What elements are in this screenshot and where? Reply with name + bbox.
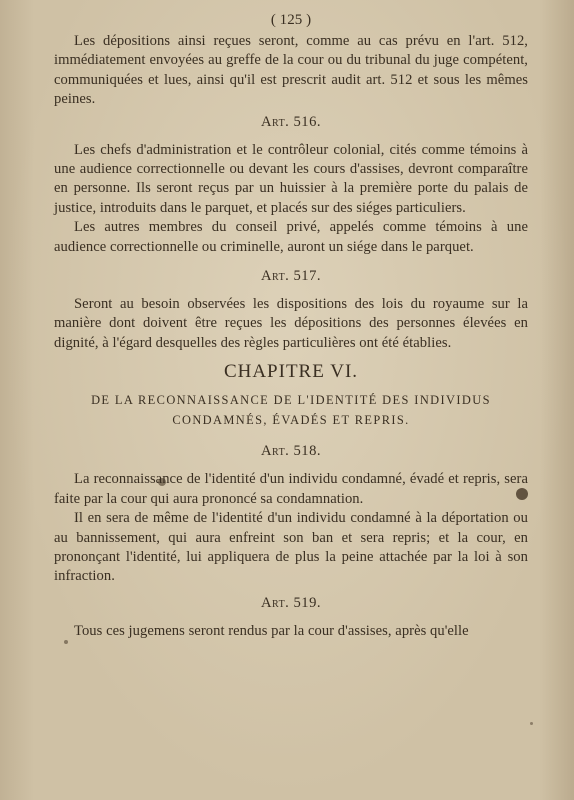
paragraph-article-517: Seront au besoin observées les dispositions des lois du royaume sur la manière dont doivent être reçues les dépositions des personnes élevées en dignité, à l'égard desquelles des règles particulières ont été établies. xyxy=(54,296,528,351)
page-number: ( 125 ) xyxy=(270,12,312,28)
paragraph-article-518-first: La reconnaissance de l'identité d'un individu condamné, évadé et repris, sera faite par la cour qui aura prononcé sa condamnation. xyxy=(54,471,528,507)
chapter-title: DE LA RECONNAISSANCE DE L'IDENTITÉ DES INDIVIDUS CONDAMNÉS, ÉVADÉS ET REPRIS. xyxy=(91,393,491,428)
article-heading-519: Art. 519. xyxy=(260,594,322,611)
chapter-heading: CHAPITRE VI. xyxy=(223,361,359,383)
paragraph-article-515-end: Les dépositions ainsi reçues seront, comme au cas prévu en l'art. 512, immédiatement envoyées au greffe de la cour ou du tribunal du juge compétent, communiquées et lues, ainsi qu'il est prescrit audit art. 512 et sous les mêmes peines. xyxy=(54,33,528,108)
page-content xyxy=(54,10,528,641)
paragraph-article-519: Tous ces jugemens seront rendus par la cour d'assises, après qu'elle xyxy=(74,622,469,639)
paragraph-article-516-second: Les autres membres du conseil privé, appelés comme témoins à une audience correctionnelle ou criminelle, auront un siége dans le parquet. xyxy=(54,219,528,255)
article-heading-517: Art. 517. xyxy=(260,268,322,285)
paragraph-article-516-first: Les chefs d'administration et le contrôleur colonial, cités comme témoins à une audience correctionnelle ou devant les cours d'assises, devront comparaître en personne. Ils seront reçus par un huissier à la première porte du palais de justice, introduits dans le parquet, et placés sur des siéges particuliers. xyxy=(54,141,528,216)
paragraph-article-518-second: Il en sera de même de l'identité d'un individu condamné à la déportation ou au bannissement, qui aura enfreint son ban et sera repris; et la cour, en prononçant l'identité, lui appliquera de plus la peine attachée par la loi à son infraction. xyxy=(54,510,528,585)
ink-spot xyxy=(530,722,533,725)
article-heading-518: Art. 518. xyxy=(260,443,322,460)
article-heading-516: Art. 516. xyxy=(260,113,322,130)
